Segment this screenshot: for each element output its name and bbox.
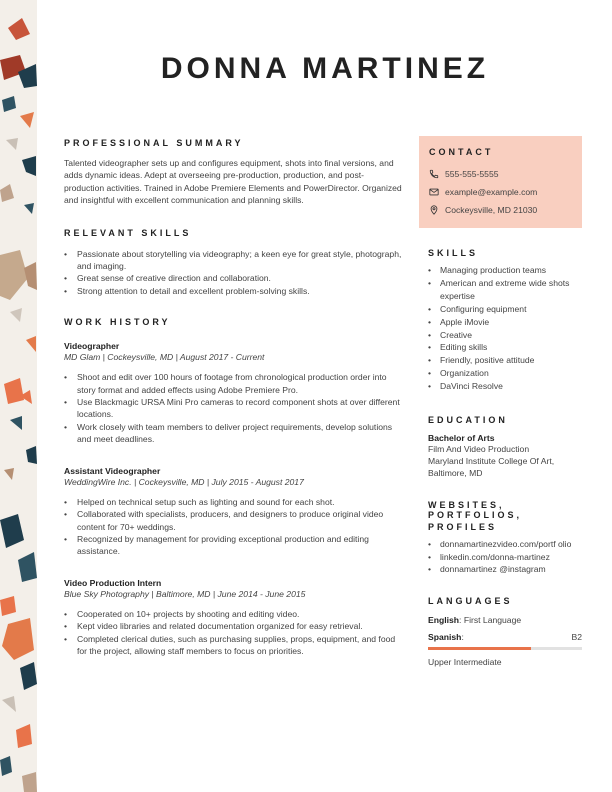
list-item: • Shoot and edit over 100 hours of footage from chronological production order into story format and added effects using Adobe Premiere Pro. — [64, 371, 404, 396]
envelope-icon — [429, 187, 439, 197]
contact-email-row — [429, 187, 572, 197]
list-item: • Work closely with team members to deliver project requirements, develop solutions and meet deadlines. — [64, 421, 404, 446]
sidebar-column — [419, 136, 582, 668]
list-item: • Helped on technical setup such as lighting and sound for each shot. — [64, 496, 404, 508]
job-entry — [64, 578, 404, 658]
list-item: • Recognized by management for providing exceptional production and editing assistance. — [64, 533, 404, 558]
list-item: • Editing skills — [428, 341, 582, 354]
job-title: Assistant Videographer — [64, 465, 161, 476]
job-title: Videographer — [64, 341, 120, 352]
contact-email[interactable]: example@example.com — [445, 187, 538, 197]
language-spanish-name — [428, 631, 464, 643]
list-item: • Friendly, positive attitude — [428, 354, 582, 367]
job-entry — [64, 341, 404, 445]
list-item: • Use Blackmagic URSA Mini Pro cameras to record component shots at over different locations. — [64, 396, 404, 421]
language-spanish-label: Spanish — [428, 631, 462, 642]
work-history-section — [64, 317, 404, 657]
language-spanish-level-code: B2 — [571, 631, 582, 642]
education-section — [419, 415, 582, 480]
work-history-title: WORK HISTORY — [64, 317, 171, 328]
main-column — [64, 138, 404, 657]
terrazzo-pattern — [0, 0, 37, 792]
education-field: Film And Video Production — [428, 444, 530, 455]
list-item: • Managing production teams — [428, 264, 582, 277]
contact-title: CONTACT — [429, 147, 494, 157]
website-link[interactable]: • linkedin.com/donna-martinez — [428, 551, 582, 564]
job-duties-list — [64, 608, 404, 658]
websites-list — [428, 538, 582, 577]
list-item: • Passionate about storytelling via videography; a keen eye for great style, photograph, and imaging. — [64, 248, 404, 273]
website-link[interactable]: • donnamartinez @instagram — [428, 563, 582, 576]
language-spanish — [428, 631, 582, 643]
list-item: • Kept video libraries and related documentation organized for easy retrieval. — [64, 620, 404, 632]
education-city: Baltimore, MD — [428, 468, 483, 479]
relevant-skills-section — [64, 228, 404, 298]
contact-location-row — [429, 205, 572, 215]
professional-summary-title: PROFESSIONAL SUMMARY — [64, 138, 244, 148]
list-item: • DaVinci Resolve — [428, 380, 582, 393]
language-english — [428, 614, 582, 626]
job-subtitle: MD Glam | Cockeysville, MD | August 2017 - Current — [64, 352, 265, 363]
list-item: • American and extreme wide shots expertise — [428, 277, 582, 303]
language-spanish-progress-track — [428, 647, 582, 650]
contact-section — [419, 136, 582, 228]
education-title: EDUCATION — [428, 415, 508, 426]
language-spanish-level-text: Upper Intermediate — [428, 656, 502, 667]
list-item: • Apple iMovie — [428, 316, 582, 329]
languages-title: LANGUAGES — [428, 596, 513, 607]
language-english-label: English — [428, 615, 460, 626]
websites-section — [419, 500, 582, 577]
job-subtitle: WeddingWire Inc. | Cockeysville, MD | July 2015 - August 2017 — [64, 476, 304, 487]
list-item: • Collaborated with specialists, producers, and designers to produce original video content for 70+ weddings. — [64, 508, 404, 533]
skills-title: SKILLS — [428, 248, 479, 258]
decorative-terrazzo-strip — [0, 0, 37, 792]
website-link[interactable]: • donnamartinezvideo.com/portf olio — [428, 538, 582, 551]
phone-icon — [429, 169, 439, 179]
skills-list — [428, 264, 582, 393]
websites-title-line1: WEBSITES, PORTFOLIOS, — [428, 499, 523, 520]
contact-location: Cockeysville, MD 21030 — [445, 205, 538, 215]
language-spanish-colon: : — [461, 631, 464, 642]
list-item: • Strong attention to detail and excellent problem-solving skills. — [64, 285, 404, 297]
professional-summary-section — [64, 138, 404, 207]
relevant-skills-title: RELEVANT SKILLS — [64, 227, 192, 238]
education-school: Maryland Institute College Of Art, — [428, 456, 555, 467]
language-spanish-progress-fill — [428, 647, 531, 650]
list-item: • Completed clerical duties, such as purchasing supplies, props, equipment, and food for the project, allowing staff members to focus on priorities. — [64, 633, 404, 658]
list-item: • Creative — [428, 329, 582, 342]
job-subtitle: Blue Sky Photography | Baltimore, MD | June 2014 - June 2015 — [64, 588, 306, 599]
job-duties-list — [64, 371, 404, 445]
skills-section — [419, 248, 582, 393]
job-title: Video Production Intern — [64, 577, 162, 588]
list-item: • Cooperated on 10+ projects by shooting and editing video. — [64, 608, 404, 620]
list-item: • Organization — [428, 367, 582, 380]
language-english-value: : First Language — [459, 615, 522, 626]
list-item: • Great sense of creative direction and collaboration. — [64, 272, 404, 284]
location-pin-icon — [429, 205, 439, 215]
job-duties-list — [64, 496, 404, 558]
relevant-skills-list — [64, 248, 404, 298]
job-entry — [64, 466, 404, 558]
education-degree: Bachelor of Arts — [428, 433, 495, 444]
websites-title-line2: PROFILES — [428, 521, 498, 532]
resume-name: DONNA MARTINEZ — [160, 52, 490, 85]
contact-phone[interactable]: 555-555-5555 — [445, 169, 499, 179]
professional-summary-text: Talented videographer sets up and configures equipment, shots into final versions, and adds dynamic ideas. Adept at overseeing pre-production, production, and post-production activities. Trained in Adobe Premiere Elements and PowerDirector. Organized and insightful with excellent communication and planning skills. — [64, 158, 402, 206]
contact-phone-row — [429, 169, 572, 179]
languages-section — [419, 596, 582, 668]
list-item: • Configuring equipment — [428, 303, 582, 316]
